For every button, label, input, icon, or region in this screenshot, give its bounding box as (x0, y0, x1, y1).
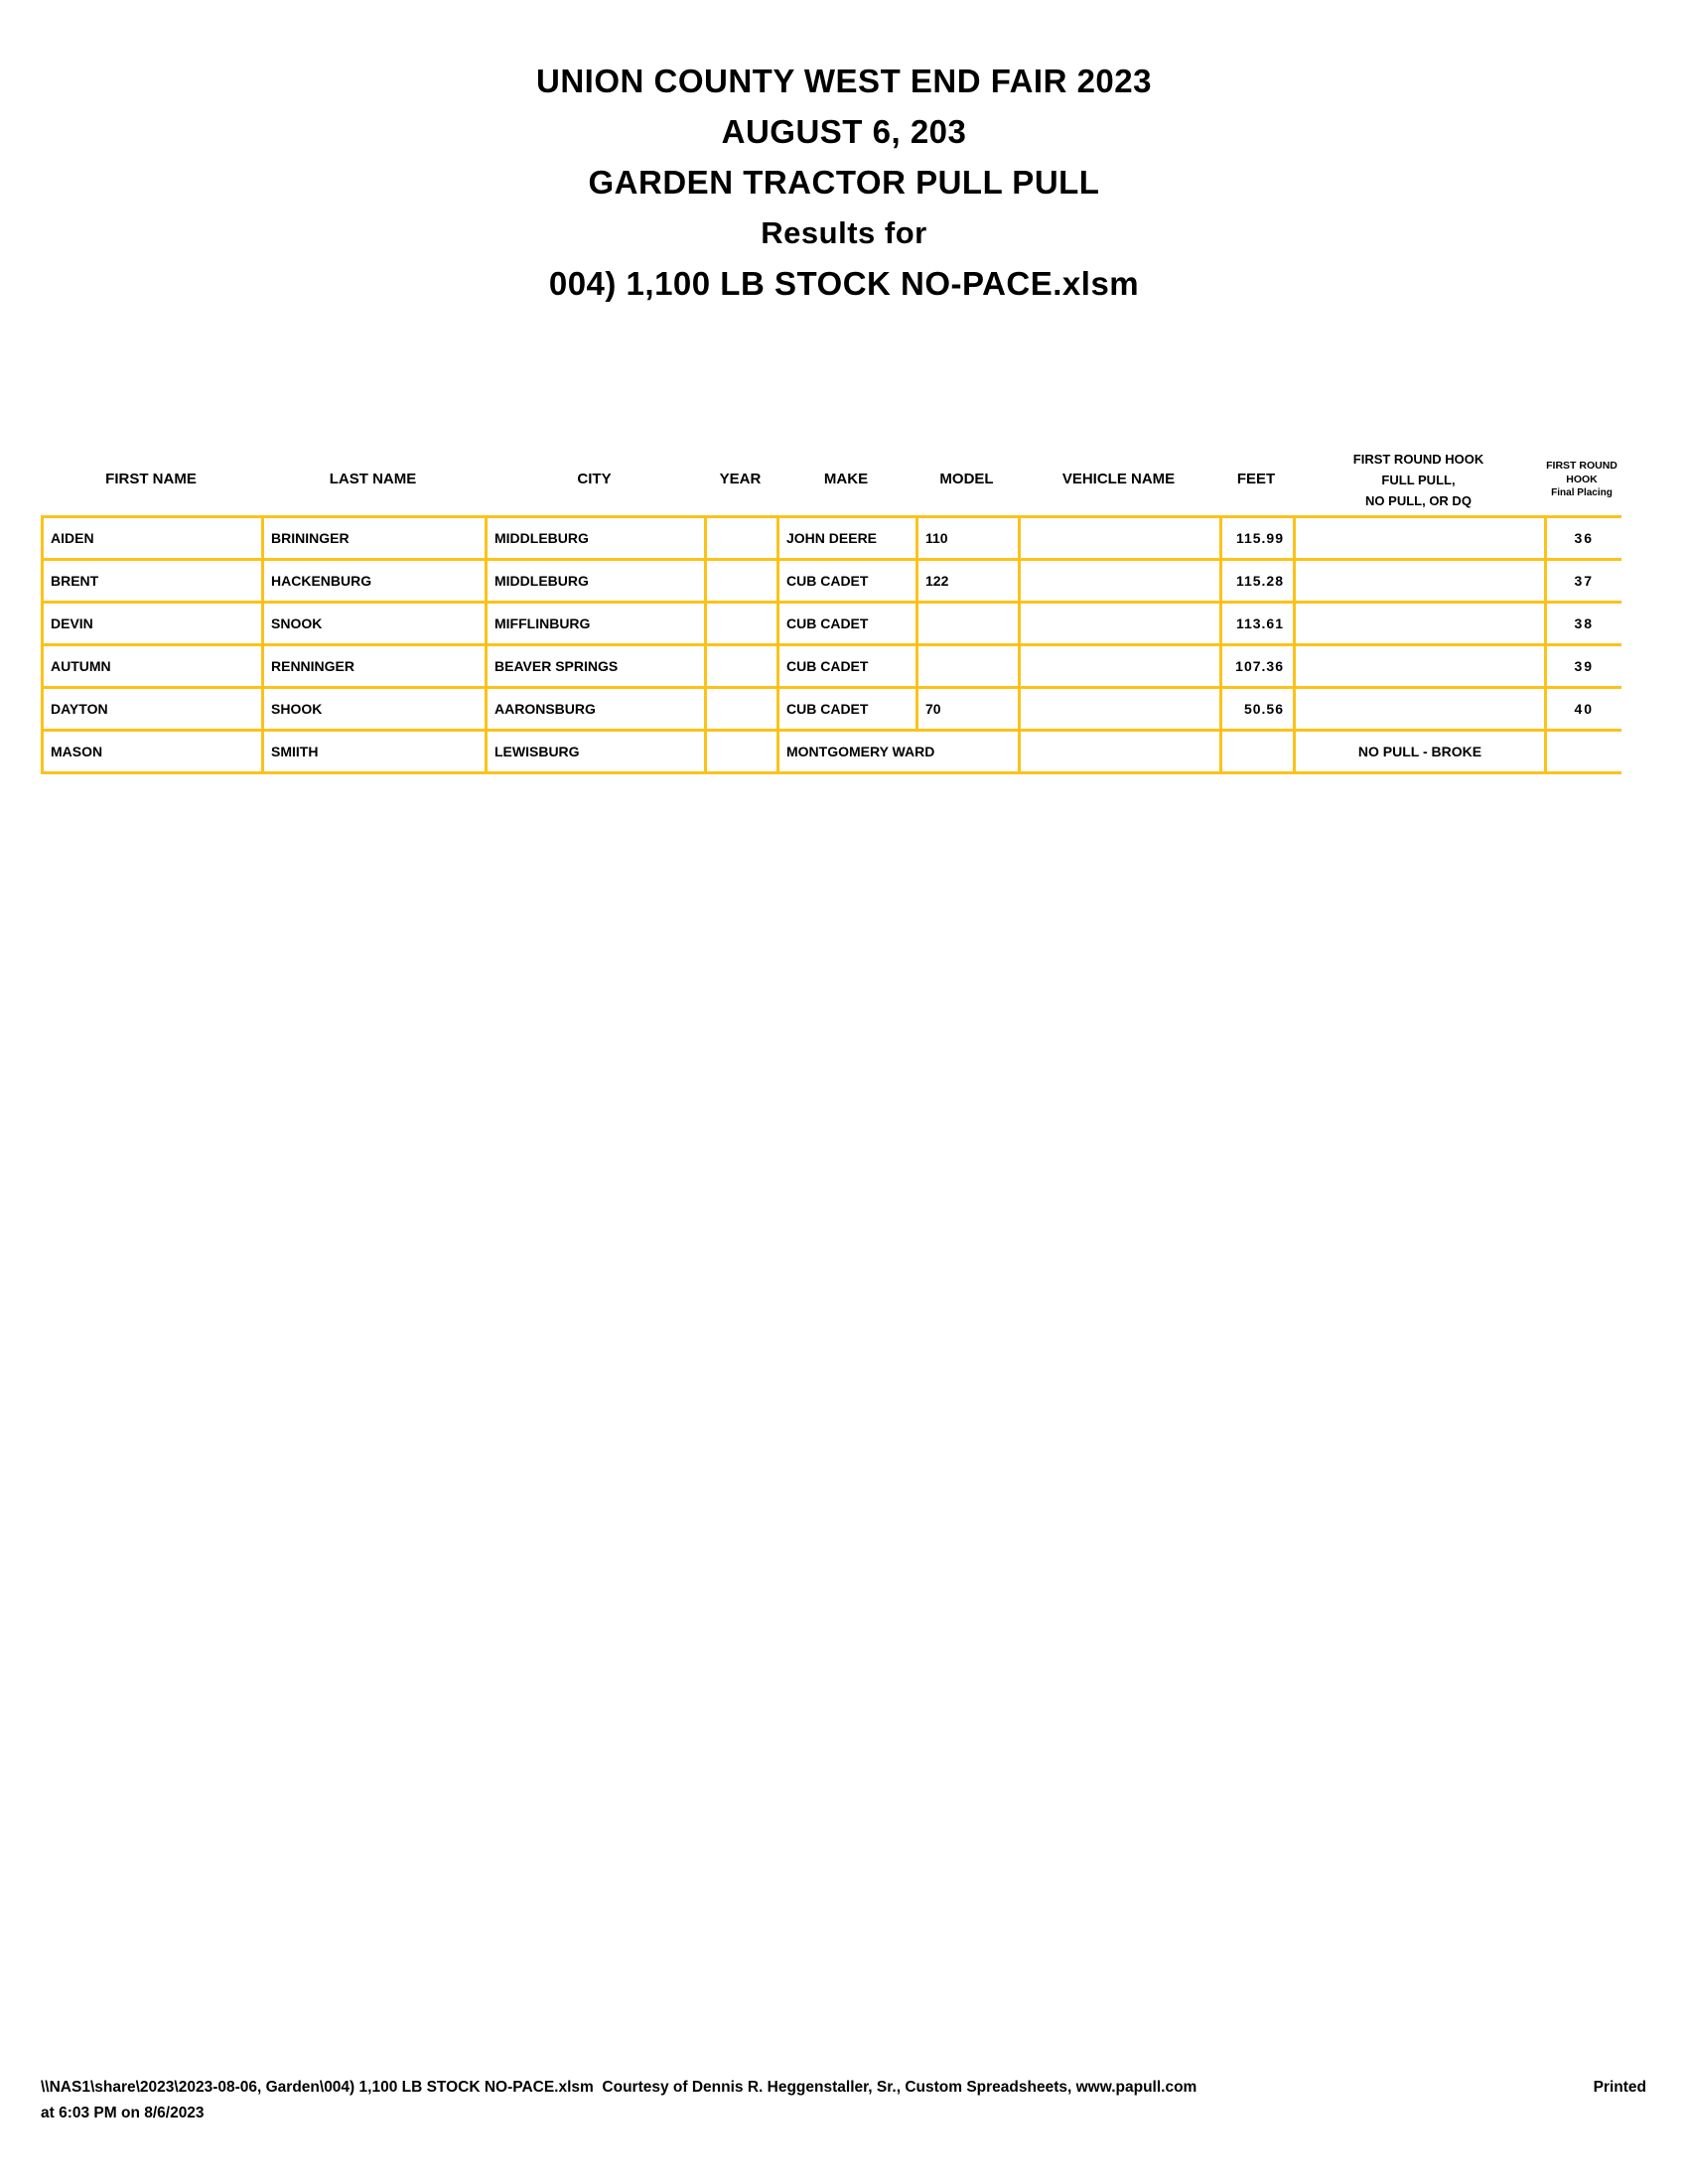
cell-make: CUB CADET (778, 645, 917, 688)
cell-make: CUB CADET (778, 688, 917, 731)
column-header-first-round-hook (1293, 449, 1544, 511)
table-row (43, 645, 1621, 688)
results-table (41, 515, 1621, 774)
cell-first-round-hook (1295, 603, 1546, 645)
cell-last-name: HACKENBURG (263, 560, 487, 603)
cell-year (706, 645, 778, 688)
cell-city: MIFFLINBURG (487, 603, 706, 645)
title-results-for: Results for (761, 215, 927, 250)
cell-final-placing: 39 (1546, 645, 1621, 688)
cell-vehicle-name (1020, 517, 1221, 560)
table-row (43, 517, 1621, 560)
cell-feet: 115.99 (1221, 517, 1295, 560)
cell-city: AARONSBURG (487, 688, 706, 731)
column-header-model (915, 471, 1018, 488)
column-header-first-name (41, 471, 261, 488)
title-date: AUGUST 6, 203 (721, 113, 967, 150)
cell-city: LEWISBURG (487, 731, 706, 773)
cell-last-name: SHOOK (263, 688, 487, 731)
cell-vehicle-name (1020, 688, 1221, 731)
column-header-line: LAST NAME (329, 471, 417, 487)
cell-vehicle-name (1020, 603, 1221, 645)
column-header-line: YEAR (719, 471, 762, 487)
column-header-year (704, 471, 776, 488)
column-header-line: MODEL (939, 471, 994, 487)
cell-model: 122 (917, 560, 1020, 603)
cell-last-name: RENNINGER (263, 645, 487, 688)
cell-model (917, 603, 1020, 645)
cell-first-round-hook (1295, 517, 1546, 560)
cell-last-name: SMIITH (263, 731, 487, 773)
cell-year (706, 731, 778, 773)
cell-make: CUB CADET (778, 560, 917, 603)
cell-feet: 115.28 (1221, 560, 1295, 603)
table-row (43, 560, 1621, 603)
cell-year (706, 688, 778, 731)
column-header-vehicle-name (1018, 471, 1219, 488)
cell-feet: 107.36 (1221, 645, 1295, 688)
cell-year (706, 517, 778, 560)
cell-vehicle-name (1020, 645, 1221, 688)
cell-vehicle-name (1020, 731, 1221, 773)
cell-model: 70 (917, 688, 1020, 731)
column-header-city (485, 471, 704, 488)
column-header-line: CITY (577, 471, 612, 487)
column-header-last-name (261, 471, 485, 488)
cell-final-placing: 40 (1546, 688, 1621, 731)
report-header (0, 64, 1688, 317)
column-header-line: FIRST NAME (105, 471, 197, 487)
cell-year (706, 560, 778, 603)
cell-make: JOHN DEERE (778, 517, 917, 560)
cell-first-round-hook (1295, 560, 1546, 603)
cell-final-placing: 37 (1546, 560, 1621, 603)
table-row (43, 688, 1621, 731)
column-header-line: MAKE (823, 471, 869, 487)
results-sheet (41, 444, 1619, 774)
cell-first-name: AIDEN (43, 517, 263, 560)
cell-city: BEAVER SPRINGS (487, 645, 706, 688)
footer-printed-label: Printed (1593, 2079, 1646, 2096)
footer-path-and-courtesy: \\NAS1\share\2023\2023-08-06, Garden\004) 1,100 LB STOCK NO-PACE.xlsm Courtesy of Dennis R. Heggenstaller, Sr., Custom Spreadsheets, www.papull.com (41, 2079, 1197, 2096)
column-header-line: FULL PULL, (1381, 472, 1456, 487)
cell-first-round-hook (1295, 688, 1546, 731)
cell-last-name: BRININGER (263, 517, 487, 560)
cell-year (706, 603, 778, 645)
table-row (43, 603, 1621, 645)
cell-feet: 113.61 (1221, 603, 1295, 645)
cell-first-name: AUTUMN (43, 645, 263, 688)
column-header-row (41, 444, 1619, 515)
cell-city: MIDDLEBURG (487, 517, 706, 560)
cell-vehicle-name (1020, 560, 1221, 603)
column-header-line: FIRST ROUND (1546, 460, 1618, 472)
cell-first-name: DAYTON (43, 688, 263, 731)
column-header-line: Final Placing (1551, 487, 1613, 498)
footer-printed-time: at 6:03 PM on 8/6/2023 (41, 2105, 205, 2121)
cell-first-round-hook: NO PULL - BROKE (1295, 731, 1546, 773)
results-table-body (43, 517, 1621, 773)
cell-final-placing: 38 (1546, 603, 1621, 645)
column-header-final-placing (1544, 459, 1619, 500)
cell-make: MONTGOMERY WARD (778, 731, 1020, 773)
title-fair-name: UNION COUNTY WEST END FAIR 2023 (536, 63, 1152, 99)
column-header-line: VEHICLE NAME (1061, 471, 1176, 487)
cell-first-name: MASON (43, 731, 263, 773)
column-header-line: FEET (1236, 471, 1276, 487)
footer-line-1 (41, 2078, 1646, 2097)
cell-feet: 50.56 (1221, 688, 1295, 731)
column-header-line: HOOK (1566, 474, 1598, 485)
column-header-feet (1219, 471, 1293, 488)
cell-feet (1221, 731, 1295, 773)
cell-final-placing: 36 (1546, 517, 1621, 560)
column-header-line: NO PULL, OR DQ (1365, 492, 1472, 508)
report-footer (41, 2078, 1646, 2122)
cell-make: CUB CADET (778, 603, 917, 645)
title-event-name: GARDEN TRACTOR PULL PULL (588, 164, 1100, 201)
cell-city: MIDDLEBURG (487, 560, 706, 603)
cell-first-name: BRENT (43, 560, 263, 603)
cell-final-placing (1546, 731, 1621, 773)
cell-first-round-hook (1295, 645, 1546, 688)
cell-model (917, 645, 1020, 688)
cell-model: 110 (917, 517, 1020, 560)
table-row (43, 731, 1621, 773)
column-header-line: FIRST ROUND HOOK (1352, 451, 1484, 467)
cell-first-name: DEVIN (43, 603, 263, 645)
column-header-make (776, 471, 915, 488)
title-class-file: 004) 1,100 LB STOCK NO-PACE.xlsm (548, 265, 1140, 302)
cell-last-name: SNOOK (263, 603, 487, 645)
